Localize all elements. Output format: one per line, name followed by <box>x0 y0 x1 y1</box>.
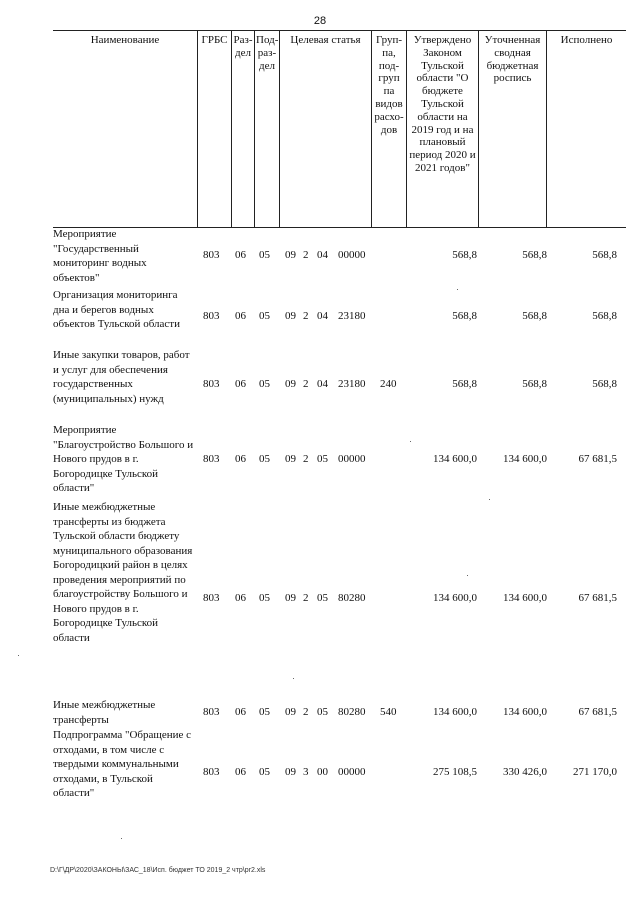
cell-target-2: 2 <box>303 706 309 718</box>
header-group: Груп-па, под-груп па видов расхо-дов <box>374 34 404 136</box>
cell-target-2: 2 <box>303 453 309 465</box>
cell-target-1: 09 <box>285 310 296 322</box>
row-name: Подпрограмма "Обращение с отходами, в том числе с твердыми коммунальными отходами, в Тульской области" <box>53 729 192 799</box>
cell-podrazdel: 05 <box>259 310 270 322</box>
cell-razdel: 06 <box>235 310 246 322</box>
cell-approved: 134 600,0 <box>433 453 477 465</box>
cell-executed: 568,8 <box>592 378 617 390</box>
cell-target-2: 2 <box>303 378 309 390</box>
cell-refined: 568,8 <box>522 249 547 261</box>
row-name: Мероприятие "Государственный мониторинг водных объектов" <box>53 228 147 284</box>
scan-speck <box>410 441 411 442</box>
row-name: Иные межбюджетные трансферты <box>53 699 156 726</box>
cell-target-4: 23180 <box>338 310 366 322</box>
cell-target-1: 09 <box>285 766 296 778</box>
cell-grbs: 803 <box>203 310 220 322</box>
header-target: Целевая статья <box>290 34 361 46</box>
cell-executed: 67 681,5 <box>578 706 617 718</box>
cell-target-2: 2 <box>303 592 309 604</box>
header-podrazdel: Под-раз-дел <box>256 34 279 72</box>
cell-target-3: 00 <box>317 766 328 778</box>
cell-target-3: 04 <box>317 310 328 322</box>
header-refined: Уточненная сводная бюджетная роспись <box>484 34 541 85</box>
cell-grbs: 803 <box>203 592 220 604</box>
cell-approved: 568,8 <box>452 249 477 261</box>
row-name: Иные межбюджетные трансферты из бюджета Тульской области бюджету муниципального образования Богородицкий район в целях проведения мероприятий по благоустройству Большого и Нового прудов в г. Богородицке Тульской области <box>53 501 193 644</box>
header-approved: Утверждено Законом Тульской области "О бюджете Тульской области на 2019 год и на плановый период 2020 и 2021 годов" <box>409 34 476 174</box>
scan-speck <box>18 655 19 656</box>
row-name: Организация мониторинга дна и берегов водных объектов Тульской области <box>53 289 180 330</box>
cell-razdel: 06 <box>235 706 246 718</box>
cell-grbs: 803 <box>203 453 220 465</box>
cell-podrazdel: 05 <box>259 706 270 718</box>
cell-target-3: 05 <box>317 706 328 718</box>
cell-razdel: 06 <box>235 249 246 261</box>
cell-executed: 271 170,0 <box>573 766 617 778</box>
cell-razdel: 06 <box>235 766 246 778</box>
scan-speck <box>467 575 468 576</box>
cell-target-4: 00000 <box>338 249 366 261</box>
row-name: Иные закупки товаров, работ и услуг для обеспечения государственных (муниципальных) нужд <box>53 349 190 405</box>
scan-speck <box>293 678 294 679</box>
cell-podrazdel: 05 <box>259 378 270 390</box>
cell-target-1: 09 <box>285 453 296 465</box>
cell-refined: 568,8 <box>522 310 547 322</box>
cell-target-3: 05 <box>317 453 328 465</box>
cell-approved: 134 600,0 <box>433 592 477 604</box>
header-grbs: ГРБС <box>201 34 228 46</box>
cell-refined: 134 600,0 <box>503 453 547 465</box>
scan-speck <box>121 838 122 839</box>
cell-executed: 67 681,5 <box>578 453 617 465</box>
cell-grbs: 803 <box>203 378 220 390</box>
cell-target-4: 80280 <box>338 592 366 604</box>
cell-target-2: 2 <box>303 249 309 261</box>
cell-approved: 568,8 <box>452 310 477 322</box>
cell-target-2: 3 <box>303 766 309 778</box>
cell-executed: 67 681,5 <box>578 592 617 604</box>
row-name: Мероприятие "Благоустройство Большого и Нового прудов в г. Богородицке Тульской области" <box>53 424 194 494</box>
cell-razdel: 06 <box>235 453 246 465</box>
cell-target-1: 09 <box>285 706 296 718</box>
cell-refined: 134 600,0 <box>503 592 547 604</box>
cell-target-4: 23180 <box>338 378 366 390</box>
page-number: 28 <box>313 15 327 27</box>
cell-target-1: 09 <box>285 378 296 390</box>
cell-group: 540 <box>380 706 397 718</box>
cell-grbs: 803 <box>203 766 220 778</box>
cell-refined: 330 426,0 <box>503 766 547 778</box>
cell-target-4: 00000 <box>338 766 366 778</box>
cell-podrazdel: 05 <box>259 766 270 778</box>
cell-podrazdel: 05 <box>259 592 270 604</box>
cell-grbs: 803 <box>203 706 220 718</box>
cell-target-3: 05 <box>317 592 328 604</box>
header-executed: Исполнено <box>560 34 613 46</box>
cell-razdel: 06 <box>235 378 246 390</box>
cell-approved: 275 108,5 <box>433 766 477 778</box>
cell-target-2: 2 <box>303 310 309 322</box>
cell-target-4: 00000 <box>338 453 366 465</box>
cell-podrazdel: 05 <box>259 453 270 465</box>
cell-grbs: 803 <box>203 249 220 261</box>
cell-approved: 568,8 <box>452 378 477 390</box>
header-name: Наименование <box>90 34 160 46</box>
scan-speck <box>457 289 458 290</box>
cell-executed: 568,8 <box>592 310 617 322</box>
cell-target-1: 09 <box>285 592 296 604</box>
cell-target-3: 04 <box>317 249 328 261</box>
cell-target-4: 80280 <box>338 706 366 718</box>
file-path-footer: D:\Г\ДР\2020\ЗАКОНЫ\ЗАС_18\Исп. бюджет ТО 2019_2 чтр\pr2.xls <box>50 867 266 874</box>
cell-razdel: 06 <box>235 592 246 604</box>
cell-refined: 568,8 <box>522 378 547 390</box>
header-razdel: Раз-дел <box>233 34 253 59</box>
cell-group: 240 <box>380 378 397 390</box>
cell-approved: 134 600,0 <box>433 706 477 718</box>
cell-target-3: 04 <box>317 378 328 390</box>
cell-target-1: 09 <box>285 249 296 261</box>
scan-speck <box>489 499 490 500</box>
cell-podrazdel: 05 <box>259 249 270 261</box>
cell-refined: 134 600,0 <box>503 706 547 718</box>
cell-executed: 568,8 <box>592 249 617 261</box>
